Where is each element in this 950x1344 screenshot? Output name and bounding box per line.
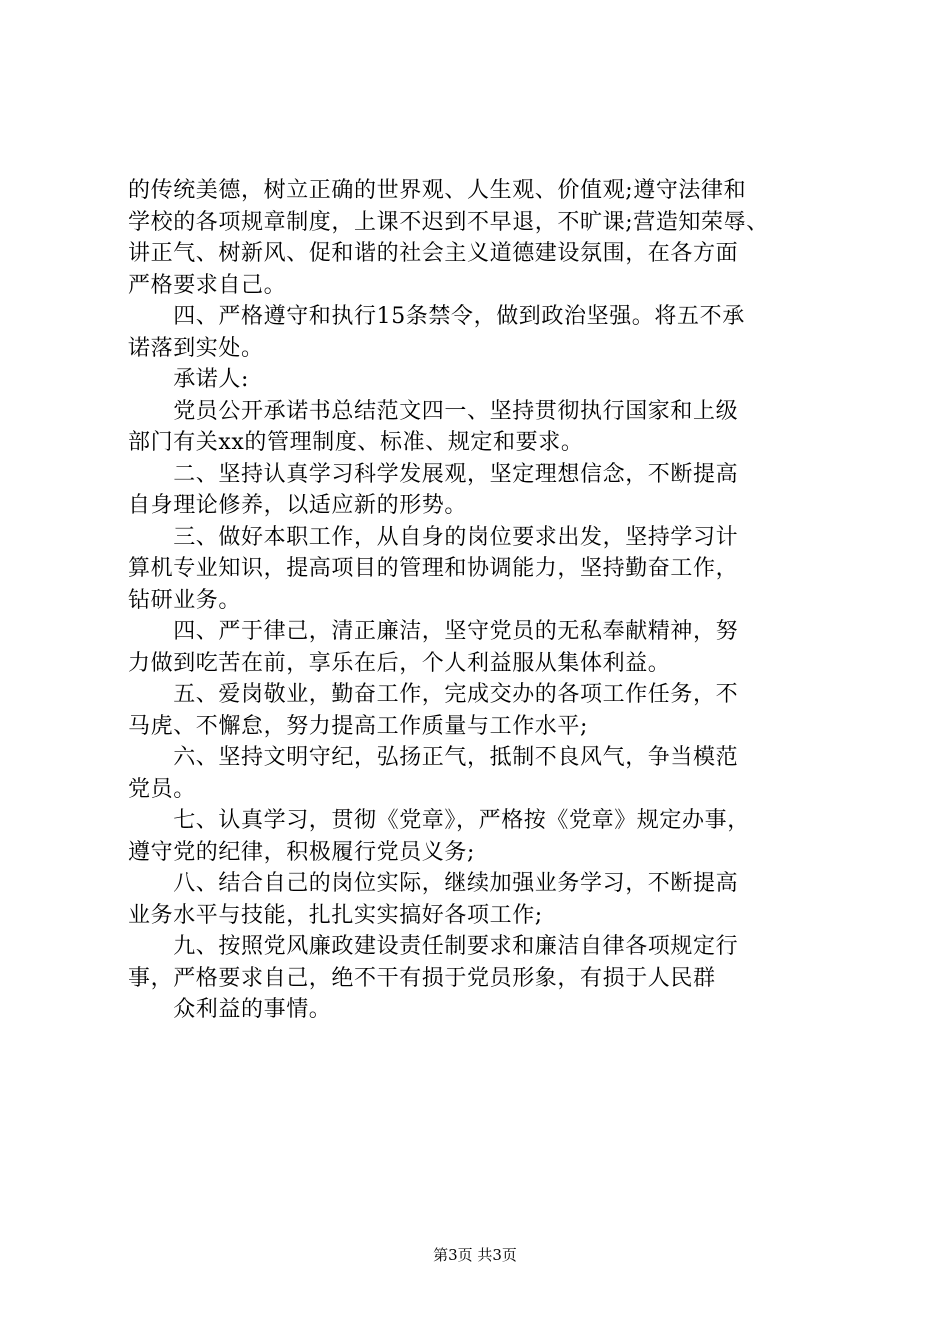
text-line: 承诺人: bbox=[128, 367, 250, 392]
text-line: 学校的各项规章制度，上课不迟到不早退，不旷课;营造知荣辱、 bbox=[128, 209, 769, 235]
page-number-footer: 第3页 共3页 bbox=[433, 1246, 517, 1264]
text-line: 众利益的事情。 bbox=[128, 997, 332, 1022]
text-line: 党员。 bbox=[128, 776, 196, 802]
text-line: 六、坚持文明守纪，弘扬正气，抵制不良风气，争当模范 bbox=[128, 745, 739, 770]
text-line: 事，严格要求自己，绝不干有损于党员形象，有损于人民群 bbox=[128, 965, 716, 991]
text-line: 四、严格遵守和执行15条禁令，做到政治坚强。将五不承 bbox=[128, 304, 745, 329]
document-body bbox=[128, 175, 848, 1026]
text-line: 力做到吃苦在前，享乐在后，个人利益服从集体利益。 bbox=[128, 650, 671, 676]
text-line: 党员公开承诺书总结范文四一、坚持贯彻执行国家和上级 bbox=[128, 398, 739, 424]
text-line: 七、认真学习，贯彻《党章》，严格按《党章》规定办事， bbox=[128, 808, 750, 833]
text-line: 八、结合自己的岗位实际，继续加强业务学习，不断提高 bbox=[128, 871, 739, 896]
text-line: 自身理论修养，以适应新的形势。 bbox=[128, 493, 468, 518]
text-line: 马虎、不懈怠，努力提高工作质量与工作水平; bbox=[128, 713, 589, 739]
text-line: 算机专业知识，提高项目的管理和协调能力，坚持勤奋工作， bbox=[128, 556, 739, 581]
text-line: 业务水平与技能，扎扎实实搞好各项工作; bbox=[128, 902, 543, 928]
text-line: 四、严于律己，清正廉洁，坚守党员的无私奉献精神，努 bbox=[128, 619, 739, 644]
text-line: 遵守党的纪律，积极履行党员义务; bbox=[128, 839, 476, 865]
text-line: 二、坚持认真学习科学发展观，坚定理想信念，不断提高 bbox=[128, 461, 739, 487]
text-line: 三、做好本职工作，从自身的岗位要求出发，坚持学习计 bbox=[128, 524, 739, 550]
text-line: 讲正气、树新风、促和谐的社会主义道德建设氛围，在各方面 bbox=[128, 241, 739, 266]
text-line: 钻研业务。 bbox=[128, 587, 242, 613]
text-line: 的传统美德，树立正确的世界观、人生观、价值观;遵守法律和 bbox=[128, 178, 747, 203]
text-line: 诺落到实处。 bbox=[128, 335, 264, 361]
text-line: 五、爱岗敬业，勤奋工作，完成交办的各项工作任务，不 bbox=[128, 682, 739, 707]
text-line: 部门有关xx的管理制度、标准、规定和要求。 bbox=[128, 430, 584, 455]
text-line: 严格要求自己。 bbox=[128, 272, 287, 298]
text-line: 九、按照党风廉政建设责任制要求和廉洁自律各项规定行 bbox=[128, 934, 739, 959]
